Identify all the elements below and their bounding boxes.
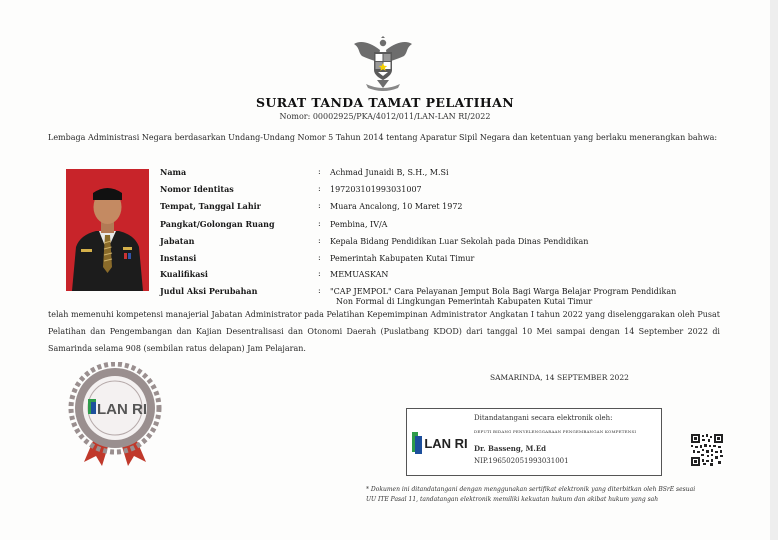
field-value-jabatan: Kepala Bidang Pendidikan Luar Sekolah pada Dinas Pendidikan [330,237,589,246]
field-label-nomor-identitas: Nomor Identitas [160,184,234,194]
field-label-instansi: Instansi [160,253,197,263]
field-colon: : [318,253,321,262]
field-colon: : [318,201,321,210]
document-title: SURAT TANDA TAMAT PELATIHAN [255,95,515,110]
intro-paragraph: Lembaga Administrasi Negara berdasarkan Undang-Undang Nomor 5 Tahun 2014 tentang Aparatur Sipil Negara dan ketentuan yang berlaku menerangkan bahwa: [48,133,718,142]
field-colon: : [318,184,321,193]
lan-ri-logo-icon [410,428,470,458]
field-value-pangkat: Pembina, IV/A [330,220,388,229]
field-colon: : [318,236,321,245]
field-label-jabatan: Jabatan [160,236,195,246]
recipient-photo [66,169,149,291]
field-colon: : [318,286,321,295]
field-value-nama: Achmad Junaidi B, S.H., M.Si [330,168,449,177]
sig-logo-text: LAN RI [424,436,468,451]
document-number: Nomor: 00002925/PKA/4012/011/LAN-LAN RI/2022 [279,112,491,121]
field-label-nama: Nama [160,167,187,177]
field-value-judul-aksi-cont: Non Formal di Lingkungan Pemerintah Kabupaten Kutai Timur [336,297,593,306]
e-signature-nip: NIP.196502051993031001 [474,457,569,465]
field-colon: : [318,167,321,176]
field-value-nomor-identitas: 197203101993031007 [330,185,422,194]
field-label-ttl: Tempat, Tanggal Lahir [160,201,261,211]
person-portrait-icon [66,169,149,291]
field-value-instansi: Pemerintah Kabupaten Kutai Timur [330,254,475,263]
sign-place-date: SAMARINDA, 14 SEPTEMBER 2022 [490,373,629,382]
field-colon: : [318,219,321,228]
e-signature-caption: Ditandatangani secara elektronik oleh: [474,414,613,422]
page-edge [770,0,778,540]
field-colon: : [318,269,321,278]
field-value-ttl: Muara Ancalong, 10 Maret 1972 [330,202,463,211]
lan-ri-seal-icon [66,362,164,466]
seal-text: LAN RI [97,401,147,418]
field-value-kualifikasi: MEMUASKAN [330,270,389,279]
e-signature-name: Dr. Basseng, M.Ed [474,444,547,453]
body-paragraph: telah memenuhi kompetensi manajerial Jabatan Administrator pada Pelatihan Kepemimpinan Administrator Angkatan I tahun 2022 yang diselenggarakan oleh Pusat Pelatihan dan Pengembangan dan Kajian Desentralisasi dan Otonomi Daerah (Puslatbang KDOD) dari tanggal 10 Mei sampai dengan 14 September 2022 di Samarinda selama 908 (sembilan ratus delapan) Jam Pelajaran. [48,310,720,353]
field-label-pangkat: Pangkat/Golongan Ruang [160,219,275,229]
field-label-kualifikasi: Kualifikasi [160,269,208,279]
field-value-judul-aksi: "CAP JEMPOL" Cara Pelayanan Jemput Bola Bagi Warga Belajar Program Pendidikan [330,287,677,296]
garuda-emblem-icon [352,36,414,92]
qr-code-icon [691,434,723,466]
e-signature-office: DEPUTI BIDANG PENYELENGGARAAN PENGEMBANGAN KOMPETENSI [474,429,637,434]
field-label-judul-aksi: Judul Aksi Perubahan [160,286,258,296]
footnote: * Dokumen ini ditandatangani dengan menggunakan sertifikat elektronik yang diterbitkan oleh BSrE sesuai UU ITE Pasal 11, tandatangan elektronik memiliki kekuatan hukum dan akibat hukum yang sah [366,486,696,503]
